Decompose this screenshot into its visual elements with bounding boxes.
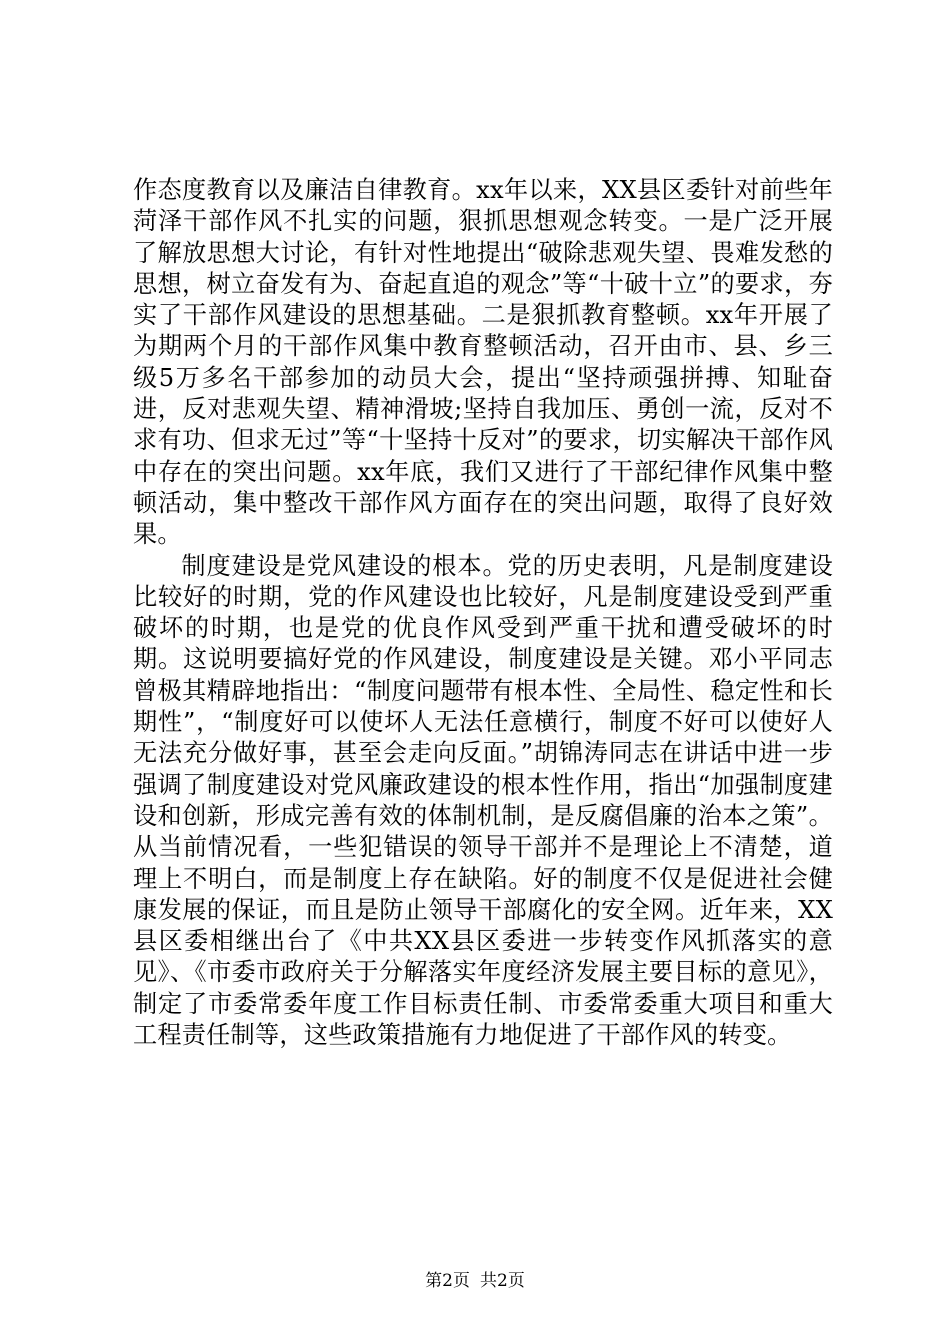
page-number: 第2页: [425, 1271, 470, 1291]
paragraph-continuation: 作态度教育以及廉洁自律教育。xx年以来，XX县区委针对前些年菏泽干部作风不扎实的问题，狠抓思想观念转变。一是广泛开展了解放思想大讨论，有针对性地提出“破除悲观失望、畏难发愁的思想，树立奋发有为、奋起直追的观念”等“十破十立”的要求，夯实了干部作风建设的思想基础。二是狠抓教育整顿。xx年开展了为期两个月的干部作风集中教育整顿活动，召开由市、县、乡三级5万多名干部参加的动员大会，提出“坚持顽强拼搏、知耻奋进，反对悲观失望、精神滑坡;坚持自我加压、勇创一流，反对不求有功、但求无过”等“十坚持十反对”的要求，切实解决干部作风中存在的突出问题。xx年底，我们又进行了干部纪律作风集中整顿活动，集中整改干部作风方面存在的突出问题，取得了良好效果。: [133, 176, 833, 549]
page-total: 共2页: [480, 1271, 525, 1291]
document-body: [133, 175, 833, 1051]
paragraph-institution-building: 制度建设是党风建设的根本。党的历史表明，凡是制度建设比较好的时期，党的作风建设也比较好，凡是制度建设受到严重破坏的时期，也是党的优良作风受到严重干扰和遭受破坏的时期。这说明要搞好党的作风建设，制度建设是关键。邓小平同志曾极其精辟地指出：“制度问题带有根本性、全局性、稳定性和长期性”，“制度好可以使坏人无法任意横行，制度不好可以使好人无法充分做好事，甚至会走向反面。”胡锦涛同志在讲话中进一步强调了制度建设对党风廉政建设的根本性作用，指出“加强制度建设和创新，形成完善有效的体制机制，是反腐倡廉的治本之策”。从当前情况看，一些犯错误的领导干部并不是理论上不清楚，道理上不明白，而是制度上存在缺陷。好的制度不仅是促进社会健康发展的保证，而且是防止领导干部腐化的安全网。近年来，XX县区委相继出台了《中共XX县区委进一步转变作风抓落实的意见》、《市委市政府关于分解落实年度经济发展主要目标的意见》，制定了市委常委年度工作目标责任制、市委常委重大项目和重大工程责任制等，这些政策措施有力地促进了干部作风的转变。: [133, 551, 833, 1050]
page-footer: [0, 1270, 950, 1292]
